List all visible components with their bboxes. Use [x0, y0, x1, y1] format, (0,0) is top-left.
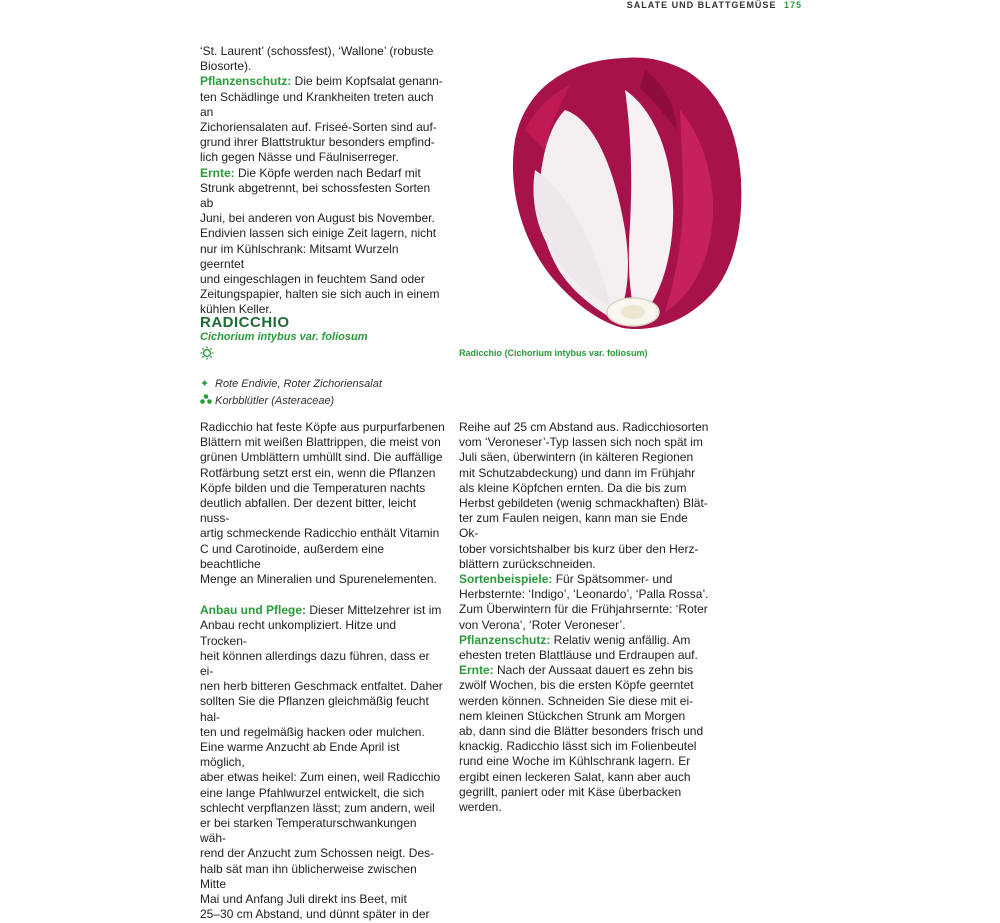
text-line: von Verona’, ‘Roter Veroneser’. [459, 617, 626, 632]
text-line: knackig. Radicchio lässt sich im Folienbeutel [459, 739, 697, 754]
text-line: mit Schutzabdeckung) und dann im Frühjahr [459, 465, 696, 480]
text-line: artig schmeckende Radicchio enthält Vitamin [200, 526, 440, 541]
text-line: Dieser Mittelzehrer ist im [306, 603, 442, 618]
text-line: Die beim Kopfsalat genann- [291, 74, 443, 89]
text-line: Strunk abgetrennt, bei schossfesten Sorten ab [200, 180, 431, 211]
figure-caption: Radicchio (Cichorium intybus var. foliosum) [459, 348, 648, 358]
text-line: und eingeschlagen in feuchtem Sand oder [200, 272, 425, 287]
text-line: schlecht verpflanzen lässt; zum andern, weil [200, 800, 435, 815]
ernte-paragraph [200, 166, 445, 181]
running-head [627, 0, 802, 10]
text-line: Juli säen, überwintern (in kälteren Regionen [459, 450, 694, 465]
text-line: ten Schädlinge und Krankheiten treten auch an [200, 89, 434, 119]
text-line: Herbsternte: ‘Indigo’, ‘Leonardo’, ‘Palla Rossa’. [459, 587, 709, 602]
text-line: Herbst gebildeten (wenig schmackhaften) Blät- [459, 496, 708, 511]
text-line: C und Carotinoide, außerdem eine beachtliche [200, 541, 385, 571]
text-line: rund eine Woche im Kühlschrank lagern. Er [459, 754, 691, 769]
text-line: 25–30 cm Abstand, und dünnt später in der [200, 907, 430, 922]
text-line: Menge an Mineralien und Spurenelementen. [200, 572, 437, 587]
text-line: Für Spätsommer- und [552, 572, 673, 587]
text-line: Eine warme Anzucht ab Ende April ist möglich, [200, 740, 400, 770]
text-line: grünen Umblättern umhüllt sind. Die auffällige [200, 450, 443, 465]
text-line: tober vorsichtshalber bis kurz über den Herz- [459, 541, 699, 556]
radicchio-illustration [505, 50, 745, 335]
sorten-paragraph [459, 572, 709, 587]
text-line: Zichoriensalaten auf. Friseé-Sorten sind auf- [200, 120, 437, 135]
right-column [459, 420, 709, 815]
intro-line: Biosorte). [200, 59, 252, 74]
ernte-label: Ernte: [459, 663, 494, 678]
text-line: halb sät man ihn üblicherweise zwischen Mitte [200, 861, 417, 891]
text-line: ter zum Faulen neigen, kann man sie Ende Ok- [459, 511, 688, 541]
family-text: Korbblütler (Asteraceae) [215, 395, 335, 407]
radicchio-head [513, 58, 741, 330]
text-line: Relativ wenig anfällig. Am [550, 632, 691, 647]
latin-name: Cichorium intybus var. foliosum [200, 331, 368, 343]
star-cross-icon: ✦ [200, 378, 210, 390]
text-line: Nach der Aussaat dauert es zehn bis [493, 663, 694, 678]
text-line: Juni, bei anderen von August bis November. [200, 211, 435, 226]
synonyms-line [200, 377, 382, 390]
three-dots-cluster-icon [200, 394, 212, 407]
text-line: vom ‘Veroneser’-Typ lassen sich noch spät im [459, 435, 703, 450]
text-line: werden können. Schneiden Sie diese mit ei- [459, 693, 694, 708]
section-title: SALATE UND BLATTGEMÜSE [626, 0, 777, 10]
text-line: Die Köpfe werden nach Bedarf mit [234, 165, 421, 180]
text-line: deutlich abfallen. Der dezent bitter, leicht nuss- [200, 496, 417, 526]
text-line: kühlen Keller. [200, 302, 273, 317]
sorten-label: Sortenbeispiele: [459, 572, 553, 587]
text-line: Zeitungspapier, halten sie sich auch in einem [200, 287, 440, 302]
schutz-label: Pflanzenschutz: [459, 632, 551, 647]
text-line: heit können allerdings dazu führen, dass er ei- [200, 648, 430, 679]
text-line: Reihe auf 25 cm Abstand aus. Radicchiosorten [459, 420, 709, 434]
sun-icon [200, 346, 214, 360]
text-line: lich gegen Nässe und Fäulniserreger. [200, 150, 399, 165]
top-text-block [200, 44, 445, 318]
text-line: Blättern mit weißen Blattrippen, die meist von [200, 435, 441, 450]
text-line: rend der Anzucht zum Schossen neigt. Des- [200, 846, 435, 861]
text-line: ten und regelmäßig hacken oder mulchen. [200, 724, 425, 739]
schutz-paragraph [459, 633, 709, 648]
text-line: Rotfärbung setzt erst ein, wenn die Pflanzen [200, 465, 436, 480]
text-line: Anbau recht unkompliziert. Hitze und Trocken- [200, 618, 397, 648]
text-line: aber etwas heikel: Zum einen, weil Radicchio [200, 770, 441, 785]
page-number: 175 [783, 0, 802, 10]
text-line: werden. [459, 800, 502, 815]
ernte-label: Ernte: [200, 165, 235, 180]
left-column [200, 420, 445, 923]
ernte-paragraph [459, 663, 709, 678]
anbau-paragraph [200, 603, 445, 618]
text-line: grund ihrer Blattstruktur besonders empfind- [200, 135, 435, 150]
text-line: nem kleinen Stückchen Strunk am Morgen [459, 708, 686, 723]
text-line: gegrillt, paniert oder mit Käse überbacken [459, 784, 682, 799]
text-line: blättern zurückschneiden. [459, 556, 596, 571]
family-line [200, 394, 334, 407]
text-line: Zum Überwintern für die Frühjahrsernte: ‘Roter [459, 602, 708, 617]
text-line: Köpfe bilden und die Temperaturen nachts [200, 480, 426, 495]
pflanzenschutz-label: Pflanzenschutz: [200, 74, 292, 89]
text-line: er bei starken Temperaturschwankungen wäh- [200, 816, 417, 846]
text-line: zwölf Wochen, bis die ersten Köpfe geerntet [459, 678, 694, 693]
entry-title: RADICCHIO [200, 314, 290, 331]
text-line: sollten Sie die Pflanzen gleichmäßig feucht hal- [200, 694, 429, 724]
text-line: nur im Kühlschrank: Mitsamt Wurzeln geerntet [200, 241, 399, 271]
text-line: Endivien lassen sich einige Zeit lagern, nicht [200, 226, 437, 241]
text-line: nen herb bitteren Geschmack entfaltet. Daher [200, 679, 443, 694]
text-line: Mai und Anfang Juli direkt ins Beet, mit [200, 892, 407, 907]
intro-line: ‘St. Laurent’ (schossfest), ‘Wallone’ (robuste [200, 44, 434, 58]
text-line: ergibt einen leckeren Salat, kann aber auch [459, 769, 691, 784]
text-line: Radicchio hat feste Köpfe aus purpurfarbenen [200, 420, 445, 434]
synonyms-text: Rote Endivie, Roter Zichoriensalat [215, 378, 382, 390]
text-line: ehesten treten Blattläuse und Erdraupen auf. [459, 648, 698, 663]
text-line: als kleine Köpfchen ernten. Da die bis zum [459, 480, 687, 495]
pflanzenschutz-paragraph [200, 74, 445, 89]
text-line: ab, dann sind die Blätter besonders frisch und [459, 724, 704, 739]
anbau-label: Anbau und Pflege: [200, 603, 306, 618]
text-line: eine lange Pfahlwurzel entwickelt, die sich [200, 785, 425, 800]
